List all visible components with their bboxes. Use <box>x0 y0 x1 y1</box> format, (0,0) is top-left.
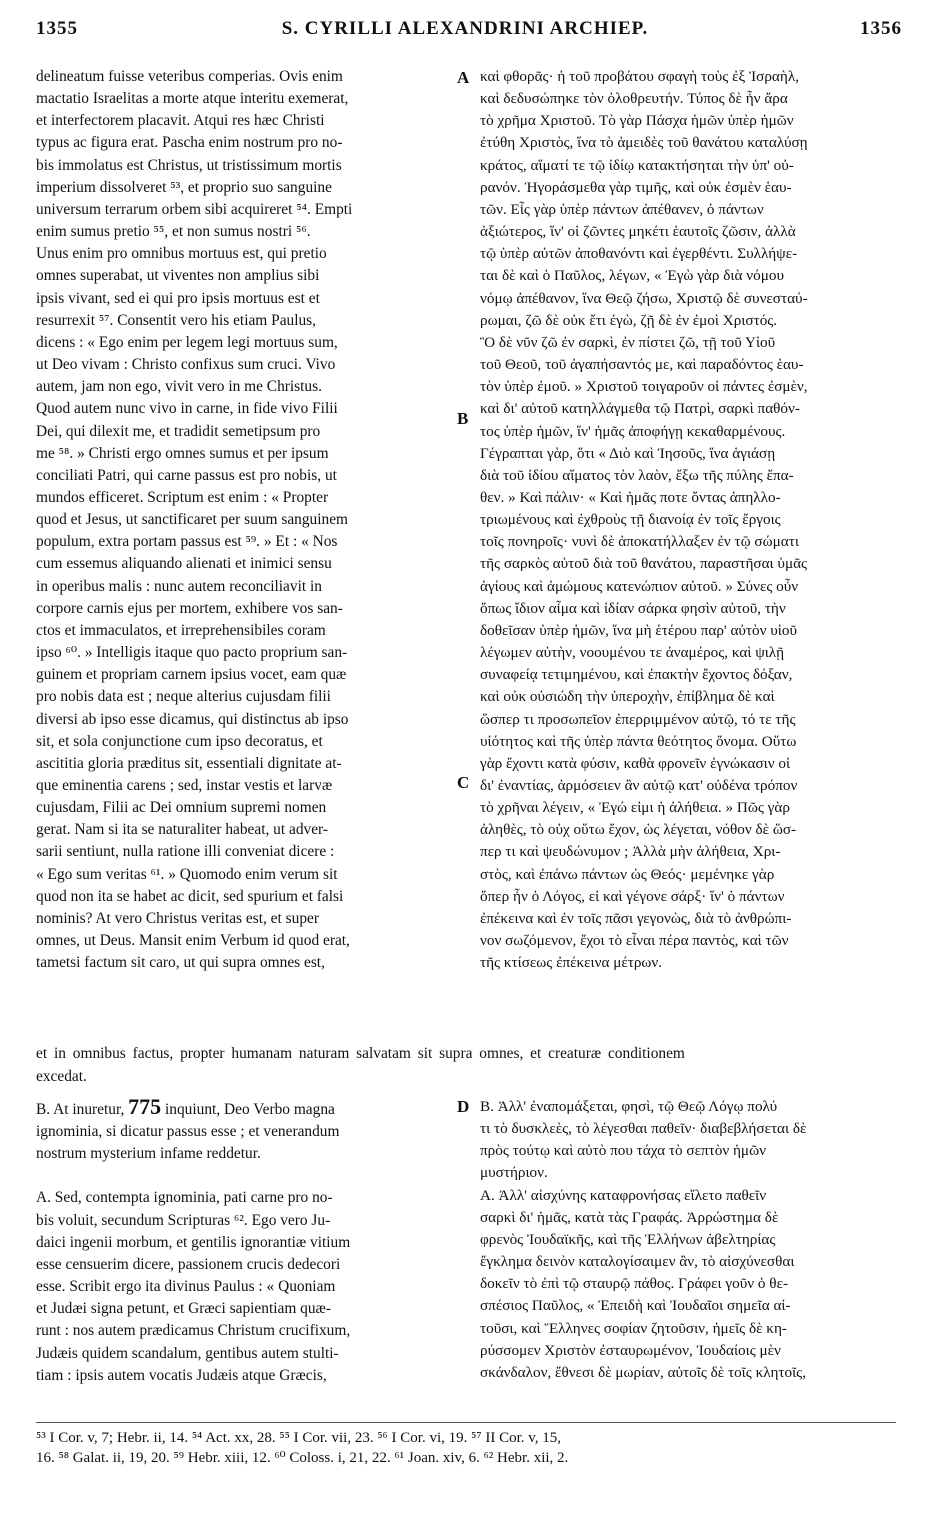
text-line: συναφείᾳ τετιμημένου, καὶ ἐπακτὴν ἔχοντος δόξαν, <box>480 666 793 684</box>
text-line: nominis? At vero Christus veritas est, et super <box>36 909 319 927</box>
footnote-line-2: 16. ⁵⁸ Galat. ii, 19, 20. ⁵⁹ Hebr. xiii, 12. ⁶⁰ Coloss. i, 21, 22. ⁶¹ Joan. xiv, 6. ⁶² Hebr. xii, 2. <box>36 1450 569 1466</box>
text-line: sarii sentiunt, nulla ratione illi conveniat dicere : <box>36 843 335 861</box>
text-line <box>36 1165 450 1187</box>
text-line: resurrexit ⁵⁷. Consentit vero his etiam Paulus, <box>36 311 317 329</box>
page-number-right: 1356 <box>860 18 902 39</box>
text-line: τι τὸ δυσκλεὲς, τὸ λέγεσθαι παθεῖν· διαβεβλήσεται δὲ <box>480 1120 807 1138</box>
text-line: « Ego sum veritas ⁶¹. » Quomodo enim verum sit <box>36 865 338 883</box>
text-line: τῶν. Εἷς γὰρ ὑπὲρ πάντων ἀπέθανεν, ὁ πάντων <box>480 200 764 218</box>
text-line: ται δὲ καὶ ὁ Παῦλος, λέγων, « Ἐγὼ γὰρ διὰ νόμου <box>480 267 784 285</box>
text-line: cum essemus aliquando alienati et inimici sensu <box>36 555 332 573</box>
text-line: bis immolatus est Christus, ut tristissimum mortis <box>36 156 342 174</box>
text-line: δοκεῖν τὸ ἐπὶ τῷ σταυρῷ πάθος. Γράφει γοῦν ὁ θε- <box>480 1275 789 1293</box>
text-line: ipsis vivant, sed ei qui pro ipsis mortuus est et <box>36 289 320 307</box>
text-line: λέγωμεν αὐτὴν, νοουμένου τε ἀναμέρος, καὶ ψιλῇ <box>480 644 785 662</box>
text-line: δι' ἐναντίας, ἁρμόσειεν ἂν αὐτῷ κατ' οὐδένα τρόπον <box>480 777 798 794</box>
text-line: μυστήριον. <box>480 1164 548 1182</box>
text-line: τος ὑπὲρ ἡμῶν, ἵν' ἡμᾶς ἀποφήγῃ κεκαθαρμένους. <box>480 422 786 440</box>
latin-excedat-line: excedat. <box>36 1068 87 1085</box>
text-line: νόμῳ ἀπέθανον, ἵνα Θεῷ ζήσω, Χριστῷ δὲ συνεσταύ- <box>480 289 808 307</box>
text-line: τοῦσι, καὶ Ἕλληνες σοφίαν ζητοῦσιν, ἡμεῖς δὲ κη- <box>480 1319 787 1337</box>
text-line: me ⁵⁸. » Christi ergo omnes sumus et per ipsum <box>36 444 329 462</box>
text-line: mundos efficeret. Scriptum est enim : « Propter <box>36 488 329 506</box>
text-line: τὸ χρῆμα Χριστοῦ. Τὸ γὰρ Πάσχα ἡμῶν ὑπὲρ ἡμῶν <box>480 112 794 130</box>
text-line: imperium dissolveret ⁵³, et proprio suo sanguine <box>36 178 332 196</box>
text-line: τριωμένους καὶ ἐχθροὺς τῇ διανοίᾳ ἐν τοῖς ἔργοις <box>480 511 781 529</box>
text-line: καὶ οὐκ οὐσιώδη τὴν ὑπεροχὴν, ἐπίβλημα δὲ καὶ <box>480 688 775 706</box>
text-line: diversi ab ipso esse dicamus, qui distinctus ab ipso <box>36 710 349 728</box>
text-line: καὶ φθορᾶς· ἡ τοῦ προβάτου σφαγὴ τοὺς ἐξ Ἰσραὴλ, <box>480 68 799 85</box>
text-line: populum, extra portam passus est ⁵⁹. » Et : « Nos <box>36 533 338 551</box>
text-line: et interfectorem placavit. Atqui res hæc Christi <box>36 112 325 130</box>
text-line: B. Ἀλλ' ἐναπομάξεται, φησὶ, τῷ Θεῷ Λόγῳ πολύ <box>480 1098 778 1115</box>
text-line: quod non ita se habet ac dicit, sed spurium et falsi <box>36 887 344 905</box>
text-line: σπέσιος Παῦλος, « Ἐπειδὴ καὶ Ἰουδαῖοι σημεῖα αἰ- <box>480 1297 791 1315</box>
text-line: tametsi factum sit caro, ut qui supra omnes est, <box>36 954 325 972</box>
text-line: conciliati Patri, qui carne passus est pro nobis, ut <box>36 466 337 484</box>
text-line: τῆς κτίσεως ἐπέκεινα μέτρων. <box>480 954 663 972</box>
latin-bottom-first-line: B. At inuretur, 775 inquiunt, Deo Verbo magna <box>36 1096 335 1119</box>
greek-column-bottom <box>480 1096 895 1384</box>
text-line: A. Ἀλλ' αἰσχύνης καταφρονήσας εἵλετο παθεῖν <box>480 1186 767 1204</box>
margin-marker-a: A <box>457 68 470 87</box>
latin-column-bottom <box>36 1096 450 1387</box>
text-line: A. Sed, contempta ignominia, pati carne pro no- <box>36 1189 333 1207</box>
text-line: ascititia gloria præditus sit, essentiali dignitate at- <box>36 754 342 772</box>
text-line: sit, et sola conjunctione cum ipso decoratus, et <box>36 732 323 750</box>
text-line: esse. Scribit ergo ita divinus Paulus : « Quoniam <box>36 1278 336 1296</box>
text-line: θεν. » Καὶ πάλιν· « Καὶ ἡμᾶς ποτε ὄντας ἀπηλλο- <box>480 488 781 506</box>
text-line: quod et Jesus, ut sanctificaret per suum sanguinem <box>36 511 349 529</box>
text-line: ρωμαι, ζῶ δὲ οὐκ ἔτι ἐγὼ, ζῇ δὲ ἐν ἐμοὶ Χριστός. <box>480 311 778 329</box>
text-line: esse censuerim dicere, passionem crucis dedecori <box>36 1255 341 1273</box>
text-line: enim sumus pretio ⁵⁵, et non sumus nostri ⁵⁶. <box>36 223 311 241</box>
text-line: nostrum mysterium infame reddetur. <box>36 1145 261 1163</box>
text-line: τὸ χρῆναι λέγειν, « Ἐγώ εἰμι ἡ ἀλήθεια. » Πῶς γὰρ <box>480 799 790 817</box>
text-line: universum terrarum orbem sibi acquireret ⁵⁴. Empti <box>36 200 353 218</box>
text-line: Unus enim pro omnibus mortuus est, qui pretio <box>36 245 327 263</box>
margin-marker-d: D <box>457 1097 470 1116</box>
text-line: γὰρ ἔχοντι κατὰ φύσιν, καθὰ φρονεῖν ἐγνώκασιν οἱ <box>480 754 791 772</box>
running-header <box>0 18 930 48</box>
text-line: daici ingenii morbum, et gentilis ignorantiæ vitium <box>36 1233 351 1251</box>
text-line: περ τι καὶ ψευδώνυμον ; Ἀλλὰ μὴν ἀλήθεια, Χρι- <box>480 843 781 861</box>
text-line: runt : nos autem prædicamus Christum crucifixum, <box>36 1322 351 1340</box>
text-line: Quod autem nunc vivo in carne, in fide vivo Filii <box>36 400 338 418</box>
text-line: Dei, qui dilexit me, et tradidit semetipsum pro <box>36 422 321 440</box>
text-line: στὸς, καὶ ἐπάνω πάντων ὡς Θεός· μεμένηκε γὰρ <box>480 865 775 883</box>
text-line: ignominia, si dicatur passus esse ; et venerandum <box>36 1123 340 1141</box>
text-line: autem, jam non ego, vivit vero in me Christus. <box>36 378 322 396</box>
text-line: ipso ⁶⁰. » Intelligis itaque quo pacto proprium san- <box>36 644 348 662</box>
text-line: ἀξιώτερος, ἵν' οἱ ζῶντες μηκέτι ἑαυτοῖς ζῶσιν, ἀλλὰ <box>480 223 796 241</box>
text-line: νον σωζόμενον, ἔχοι τὸ εἶναι πέρα παντὸς, καὶ τῶν <box>480 932 789 950</box>
margin-marker-b: B <box>457 409 469 428</box>
text-line: guinem et propriam carnem ipsius vocet, eam quæ <box>36 666 347 684</box>
text-line: καὶ δεδυσώπηκε τὸν ὀλοθρευτήν. Τύπος δὲ ἦν ἄρα <box>480 90 788 108</box>
greek-column-top <box>480 66 895 974</box>
footnote-line-1: ⁵³ I Cor. v, 7; Hebr. ii, 14. ⁵⁴ Act. xx, 28. ⁵⁵ I Cor. vii, 23. ⁵⁶ I Cor. vi, 19. ⁵⁷ II Cor. v, 15, <box>36 1430 562 1446</box>
text-line: κράτος, αἵματί τε τῷ ἰδίῳ κατακτήσηται τὴν ὑπ' οὐ- <box>480 156 794 174</box>
text-line: bis voluit, secundum Scripturas ⁶². Ego vero Ju- <box>36 1211 331 1229</box>
text-line: que eminentia carens ; sed, instar vestis et larvæ <box>36 777 333 794</box>
text-line: σαρκὶ δι' ἡμᾶς, κατὰ τὰς Γραφάς. Ἀρρώστημα δὲ <box>480 1208 779 1226</box>
text-line: ρύσσομεν Χριστὸν ἐσταυρωμένον, Ἰουδαίοις μὲν <box>480 1341 781 1359</box>
text-line: υἱότητος καὶ τῆς ὑπὲρ πάντα θεότητος ὄνομα. Οὕτω <box>480 732 797 750</box>
text-line: πρὸς τούτῳ καὶ αὐτὸ που τάχα τὸ σεπτὸν ἡμῶν <box>480 1142 766 1160</box>
text-line: gerat. Nam si ita se naturaliter habeat, ut adver- <box>36 821 328 839</box>
text-line: δοθεῖσαν ὑπὲρ ἡμῶν, ἵνα μὴ ἑτέρου παρ' αὐτὸν υἱοῦ <box>480 621 798 639</box>
text-line: Γέγραπται γὰρ, ὅτι « Διὸ καὶ Ἰησοῦς, ἵνα ἁγιάσῃ <box>480 444 776 462</box>
text-line: mactatio Israelitas a morte atque interitu exemerat, <box>36 90 349 108</box>
text-line: ut Deo vivam : Christo confixus sum cruci. Vivo <box>36 356 336 374</box>
text-line: corpore carnis ejus per mortem, exhibere vos san- <box>36 599 343 617</box>
column-number-775: 775 <box>128 1096 162 1119</box>
text-line: ctos et immaculatos, et irreprehensibiles coram <box>36 621 326 639</box>
text-line: σκάνδαλον, ἔθνεσι δὲ μωρίαν, αὐτοῖς δὲ τοῖς κλητοῖς, <box>480 1363 806 1381</box>
text-line: typus ac figura erat. Pascha enim nostrum pro no- <box>36 134 343 152</box>
margin-marker-c: C <box>457 773 470 792</box>
text-line: ἐτύθη Χριστὸς, ἵνα τὸ ἀμειδὲς τοῦ θανάτου καταλύσῃ <box>480 134 808 152</box>
latin-bottom-rest <box>36 1121 450 1387</box>
text-line: τῆς σαρκὸς αὐτοῦ διὰ τοῦ θανάτου, παραστῆσαι ὑμᾶς <box>480 555 808 573</box>
text-line: διὰ τοῦ ἰδίου αἵματος τὸν λαὸν, ἔξω τῆς πύλης ἔπα- <box>480 466 794 484</box>
text-line: dicens : « Ego enim per legem legi mortuus sum, <box>36 333 338 351</box>
latin-column-top <box>36 66 450 974</box>
text-line: τοῦ Θεοῦ, τοῦ ἀγαπήσαντός με, καὶ παραδόντος ἑαυ- <box>480 356 804 374</box>
text-line: cujusdam, Filii ac Dei omnium supremi nomen <box>36 799 327 817</box>
text-line: Ὃ δὲ νῦν ζῶ ἐν σαρκὶ, ἐν πίστει ζῶ, τῇ τοῦ Υἱοῦ <box>480 333 776 351</box>
text-line: ρανόν. Ἠγοράσμεθα γὰρ τιμῆς, καὶ οὐκ ἐσμὲν ἑαυ- <box>480 178 792 196</box>
text-line: in operibus malis : nunc autem reconciliavit in <box>36 577 322 595</box>
text-line: ὅπερ ἦν ὁ Λόγος, εἰ καὶ γέγονε σάρξ· ἵν' ὁ πάντων <box>480 887 785 905</box>
text-line: ἀληθὲς, τὸ οὐχ οὕτω ἔχον, ὡς λέγεται, νόθον δὲ ὥσ- <box>480 821 797 839</box>
text-line: Judæis quidem scandalum, gentibus autem stulti- <box>36 1344 339 1362</box>
running-title: S. CYRILLI ALEXANDRINI ARCHIEP. <box>281 18 649 39</box>
text-line: τῷ ὑπὲρ αὐτῶν ἀποθανόντι καὶ ἐγερθέντι. Συλλήψε- <box>480 245 798 263</box>
text-line: omnes, ut Deus. Mansit enim Verbum id quod erat, <box>36 932 350 950</box>
text-line: et Judæi signa petunt, et Græci sapientiam quæ- <box>36 1300 331 1318</box>
text-line: delineatum fuisse veteribus comperias. Ovis enim <box>36 68 343 85</box>
text-line: ἔγκλημα δεινὸν καταλογίσαιμεν ἂν, τὸ αἰσχύνεσθαι <box>480 1253 795 1271</box>
text-line: pro nobis data est ; neque alterius cujusdam filii <box>36 688 331 706</box>
page-number-left: 1355 <box>36 18 78 39</box>
text-line: τοῖς πονηροῖς· νυνὶ δὲ ἀποκατήλλαξεν ἐν τῷ σώματι <box>480 533 799 551</box>
text-line: καὶ δι' αὐτοῦ κατηλλάγμεθα τῷ Πατρὶ, σαρκὶ παθόν- <box>480 400 800 418</box>
text-line: φρενὸς Ἰουδαϊκῆς, καὶ τῆς Ἑλλήνων ἀβελτηρίας <box>480 1230 776 1248</box>
text-line: ἐπέκεινα καὶ ἐν τοῖς πᾶσι γεγονὼς, διὰ τὸ ἀνθρώπι- <box>480 909 792 927</box>
text-line: ὥσπερ τι προσωπεῖον ἐπερριμμένον αὐτῷ, τό τε τῆς <box>480 710 796 728</box>
latin-full-width-line: et in omnibus factus, propter humanam naturam salvatam sit supra omnes, et creaturæ conditionem <box>36 1045 685 1062</box>
footnote-rule <box>36 1422 896 1423</box>
text-line: ὅπως ἴδιον αἷμα καὶ ἰδίαν σάρκα φησὶν αὐτοῦ, τὴν <box>480 599 786 617</box>
text-line: τὸν ὑπὲρ ἐμοῦ. » Χριστοῦ τοιγαροῦν οἱ πάντες ἐσμὲν, <box>480 378 808 396</box>
text-line: tiam : ipsis autem vocatis Judæis atque Græcis, <box>36 1366 327 1384</box>
text-line: ἁγίους καὶ ἀμώμους κατενώπιον αὐτοῦ. » Σύνες οὖν <box>480 577 799 595</box>
text-line: omnes superabat, ut viventes non amplius sibi <box>36 267 320 285</box>
